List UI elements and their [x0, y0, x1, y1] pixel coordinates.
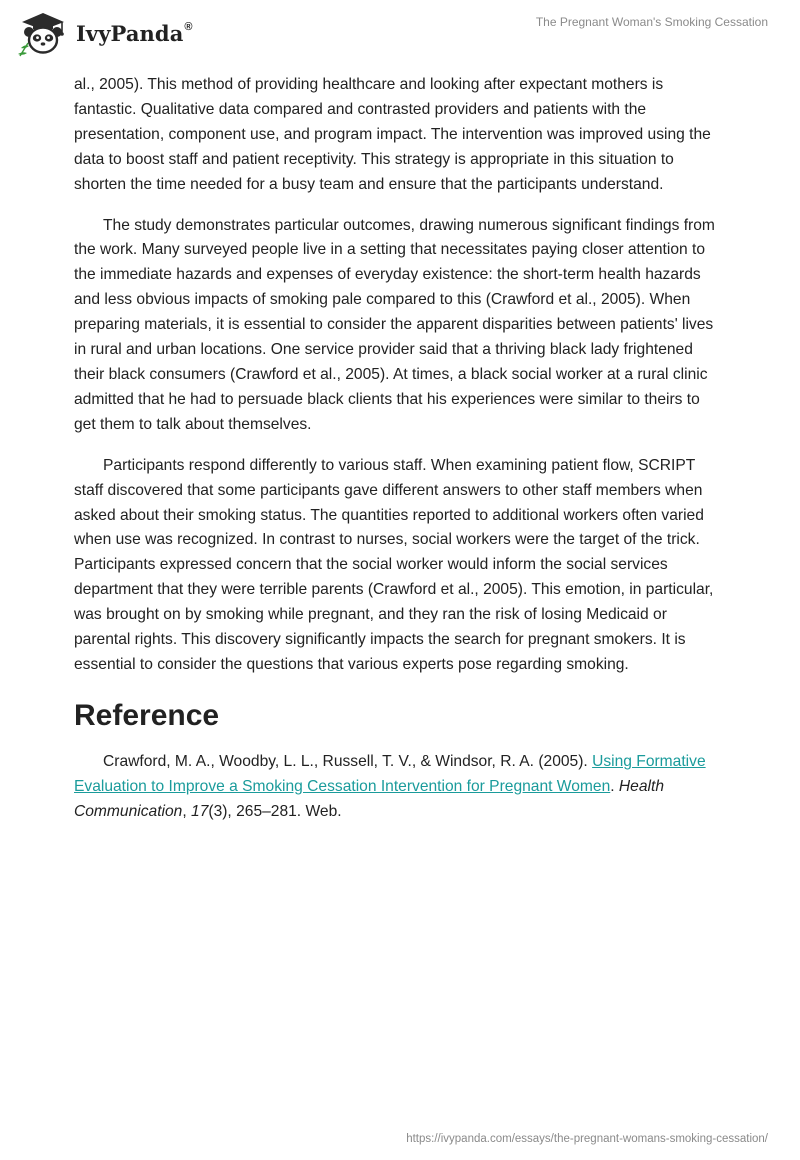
document-title: The Pregnant Woman's Smoking Cessation	[535, 15, 768, 29]
logo-wordmark	[76, 21, 193, 46]
reference-separator: ,	[182, 802, 192, 820]
ivypanda-logo[interactable]	[14, 8, 193, 58]
page-header	[0, 0, 800, 70]
footer-url: https://ivypanda.com/essays/the-pregnant-womans-smoking-cessation/	[406, 1133, 768, 1145]
reference-journal: Health Communication	[74, 777, 664, 820]
reference-volume: 17	[191, 802, 209, 820]
reference-heading: Reference	[74, 698, 220, 732]
reference-title-link[interactable]: Using Formative Evaluation to Improve a Smoking Cessation Intervention for Pregnant Women	[74, 752, 706, 795]
reference-separator: .	[610, 777, 619, 795]
panda-graduate-icon	[14, 8, 72, 58]
registered-mark: ®	[184, 20, 193, 33]
paragraph: The study demonstrates particular outcomes, drawing numerous significant findings from the work. Many surveyed people live in a setting that necessitates paying closer attention to the immediate hazards and expenses of everyday existence: the short-term health hazards and less obvious impacts of smoking pale compared to this (Crawford et al., 2005). When preparing materials, it is essential to consider the apparent disparities between patients' lives in rural and urban locations. One service provider said that a thriving black lady frightened their black consumers (Crawford et al., 2005). At times, a black social worker at a rural clinic admitted that he had to persuade black clients that his experiences were similar to theirs to get them to talk about themselves.	[74, 216, 715, 433]
reference-authors: Crawford, M. A., Woodby, L. L., Russell, T. V., & Windsor, R. A. (2005).	[103, 752, 593, 770]
paragraph: al., 2005). This method of providing healthcare and looking after expectant mothers is fantastic. Qualitative data compared and contrasted providers and patients with the presentation, component use, and program impact. The intervention was improved using the data to boost staff and patient receptivity. This strategy is appropriate in this situation to shorten the time needed for a busy team and ensure that the participants understand.	[74, 76, 711, 193]
reference-entry	[74, 750, 724, 825]
essay-body	[74, 73, 724, 841]
paragraph: Participants respond differently to various staff. When examining patient flow, SCRIPT staff discovered that some participants gave different answers to other staff members when asked about their smoking status. The quantities reported to additional workers often varied when use was recognized. In contrast to nurses, social workers were the target of the trick. Participants expressed concern that the social worker would inform the social services department that they were terrible parents (Crawford et al., 2005). This emotion, in particular, was brought on by smoking while pregnant, and they ran the risk of losing Medicaid or parental rights. This discovery significantly impacts the search for pregnant smokers. It is essential to consider the questions that various experts pose regarding smoking.	[74, 456, 714, 673]
logo-text: IvyPanda	[76, 20, 184, 46]
reference-issue-pages: (3), 265–281. Web.	[208, 802, 342, 820]
